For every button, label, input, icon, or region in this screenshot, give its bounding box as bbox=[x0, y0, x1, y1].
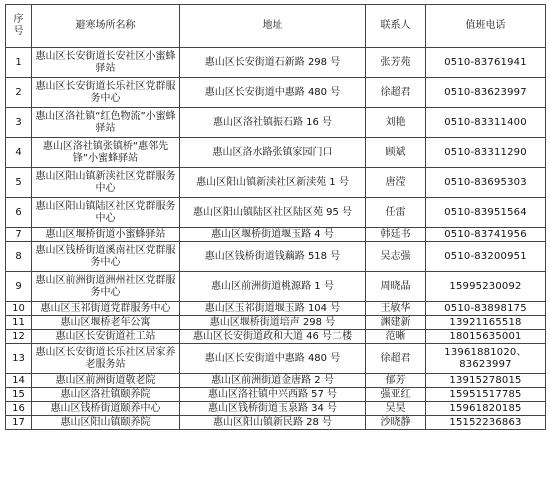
header-address: 地址 bbox=[180, 5, 366, 48]
cell-contact: 徐超君 bbox=[366, 344, 426, 374]
cell-contact: 顾斌 bbox=[366, 138, 426, 168]
cell-index: 7 bbox=[6, 228, 32, 242]
cell-index: 14 bbox=[6, 374, 32, 388]
cell-shelter-name: 惠山区洛社镇颐养院 bbox=[32, 388, 180, 402]
cell-index: 8 bbox=[6, 242, 32, 272]
cell-contact: 强亚红 bbox=[366, 388, 426, 402]
shelter-table-container bbox=[5, 4, 545, 430]
cell-phone: 0510-83311290 bbox=[426, 138, 546, 168]
cell-contact: 吴志强 bbox=[366, 242, 426, 272]
table-row bbox=[6, 78, 546, 108]
table-body bbox=[6, 48, 546, 430]
table-row bbox=[6, 402, 546, 416]
table-row bbox=[6, 138, 546, 168]
cell-index: 16 bbox=[6, 402, 32, 416]
cell-shelter-name: 惠山区长安街道长乐社区居家养老服务站 bbox=[32, 344, 180, 374]
header-contact: 联系人 bbox=[366, 5, 426, 48]
cell-index: 11 bbox=[6, 316, 32, 330]
cell-shelter-name: 惠山区堰桥老年公寓 bbox=[32, 316, 180, 330]
cell-address: 惠山区洛社镇中兴西路 57 号 bbox=[180, 388, 366, 402]
cell-shelter-name: 惠山区阳山镇新渎社区党群服务中心 bbox=[32, 168, 180, 198]
cell-index: 15 bbox=[6, 388, 32, 402]
table-row bbox=[6, 316, 546, 330]
cell-shelter-name: 惠山区前洲街道洲州社区党群服务中心 bbox=[32, 272, 180, 302]
cell-address: 惠山区玉祁街道堰玉路 104 号 bbox=[180, 302, 366, 316]
cell-contact: 郁芳 bbox=[366, 374, 426, 388]
table-row bbox=[6, 168, 546, 198]
table-row bbox=[6, 272, 546, 302]
table-row bbox=[6, 242, 546, 272]
cell-address: 惠山区钱桥街道钱藕路 518 号 bbox=[180, 242, 366, 272]
cell-phone: 0510-83311400 bbox=[426, 108, 546, 138]
cell-shelter-name: 惠山区前洲街道敬老院 bbox=[32, 374, 180, 388]
cell-index: 17 bbox=[6, 416, 32, 430]
cell-index: 4 bbox=[6, 138, 32, 168]
table-row bbox=[6, 330, 546, 344]
cell-phone: 0510-83951564 bbox=[426, 198, 546, 228]
cell-contact: 范晰 bbox=[366, 330, 426, 344]
cell-shelter-name: 惠山区阳山镇颐养院 bbox=[32, 416, 180, 430]
cell-phone: 15961820185 bbox=[426, 402, 546, 416]
cell-index: 9 bbox=[6, 272, 32, 302]
cell-shelter-name: 惠山区玉祁街道党群服务中心 bbox=[32, 302, 180, 316]
cell-address: 惠山区长安街道石新路 298 号 bbox=[180, 48, 366, 78]
table-row bbox=[6, 388, 546, 402]
cell-phone: 13921165518 bbox=[426, 316, 546, 330]
cell-index: 12 bbox=[6, 330, 32, 344]
cell-address: 惠山区阳山镇新渎社区新渎苑 1 号 bbox=[180, 168, 366, 198]
cell-contact: 吴昊 bbox=[366, 402, 426, 416]
cell-contact: 徐超君 bbox=[366, 78, 426, 108]
table-row bbox=[6, 198, 546, 228]
cell-address: 惠山区阳山镇新民路 28 号 bbox=[180, 416, 366, 430]
table-row bbox=[6, 344, 546, 374]
cell-phone: 0510-83623997 bbox=[426, 78, 546, 108]
cell-phone: 18015635001 bbox=[426, 330, 546, 344]
cell-shelter-name: 惠山区钱桥街道溪南社区党群服务中心 bbox=[32, 242, 180, 272]
cell-index: 2 bbox=[6, 78, 32, 108]
cell-address: 惠山区长安街道中惠路 480 号 bbox=[180, 78, 366, 108]
cell-shelter-name: 惠山区洛社镇“红色物流”小蜜蜂驿站 bbox=[32, 108, 180, 138]
cell-index: 3 bbox=[6, 108, 32, 138]
cell-phone: 0510-83200951 bbox=[426, 242, 546, 272]
cell-shelter-name: 惠山区长安街道长乐社区党群服务中心 bbox=[32, 78, 180, 108]
table-row bbox=[6, 108, 546, 138]
cell-index: 6 bbox=[6, 198, 32, 228]
cell-phone: 0510-83741956 bbox=[426, 228, 546, 242]
cell-address: 惠山区长安街道政和大道 46 号二楼 bbox=[180, 330, 366, 344]
table-header-row bbox=[6, 5, 546, 48]
cell-phone: 15995230092 bbox=[426, 272, 546, 302]
header-phone: 值班电话 bbox=[426, 5, 546, 48]
cell-address: 惠山区洛社镇振石路 16 号 bbox=[180, 108, 366, 138]
cell-phone: 13915278015 bbox=[426, 374, 546, 388]
cell-address: 惠山区堰桥街道堰玉路 4 号 bbox=[180, 228, 366, 242]
cell-index: 13 bbox=[6, 344, 32, 374]
cell-phone: 0510-83695303 bbox=[426, 168, 546, 198]
table-row bbox=[6, 228, 546, 242]
cell-contact: 刘艳 bbox=[366, 108, 426, 138]
cell-phone: 0510-83761941 bbox=[426, 48, 546, 78]
cell-index: 1 bbox=[6, 48, 32, 78]
cell-shelter-name: 惠山区洛社镇张镇桥“惠邻先锋”小蜜蜂驿站 bbox=[32, 138, 180, 168]
cell-shelter-name: 惠山区堰桥街道小蜜蜂驿站 bbox=[32, 228, 180, 242]
cell-phone: 13961881020、 83623997 bbox=[426, 344, 546, 374]
cell-contact: 周晓晶 bbox=[366, 272, 426, 302]
cell-shelter-name: 惠山区长安街道长安社区小蜜蜂驿站 bbox=[32, 48, 180, 78]
cell-shelter-name: 惠山区长安街道社工站 bbox=[32, 330, 180, 344]
cell-shelter-name: 惠山区钱桥街道颐养中心 bbox=[32, 402, 180, 416]
cell-phone: 15951517785 bbox=[426, 388, 546, 402]
table-row bbox=[6, 302, 546, 316]
header-name: 避寒场所名称 bbox=[32, 5, 180, 48]
cell-address: 惠山区钱桥街道玉泉路 34 号 bbox=[180, 402, 366, 416]
cell-index: 10 bbox=[6, 302, 32, 316]
cell-contact: 沙晓静 bbox=[366, 416, 426, 430]
cell-phone: 0510-83898175 bbox=[426, 302, 546, 316]
header-index: 序 号 bbox=[6, 5, 32, 48]
cell-shelter-name: 惠山区阳山镇陆区社区党群服务中心 bbox=[32, 198, 180, 228]
cell-address: 惠山区堰桥街道培声 298 号 bbox=[180, 316, 366, 330]
table-row bbox=[6, 374, 546, 388]
cell-contact: 渊建新 bbox=[366, 316, 426, 330]
cell-contact: 王敏华 bbox=[366, 302, 426, 316]
cell-index: 5 bbox=[6, 168, 32, 198]
table-row bbox=[6, 48, 546, 78]
cell-address: 惠山区前洲街道桃源路 1 号 bbox=[180, 272, 366, 302]
cell-address: 惠山区洛水路张镇家园门口 bbox=[180, 138, 366, 168]
cell-address: 惠山区长安街道中惠路 480 号 bbox=[180, 344, 366, 374]
cell-address: 惠山区前洲街道金唐路 2 号 bbox=[180, 374, 366, 388]
cell-contact: 任雷 bbox=[366, 198, 426, 228]
cell-contact: 张芳苑 bbox=[366, 48, 426, 78]
cell-phone: 15152236863 bbox=[426, 416, 546, 430]
shelter-table bbox=[5, 4, 546, 430]
cell-address: 惠山区阳山镇陆区社区陆区苑 95 号 bbox=[180, 198, 366, 228]
cell-contact: 韩廷书 bbox=[366, 228, 426, 242]
cell-contact: 唐滢 bbox=[366, 168, 426, 198]
table-row bbox=[6, 416, 546, 430]
